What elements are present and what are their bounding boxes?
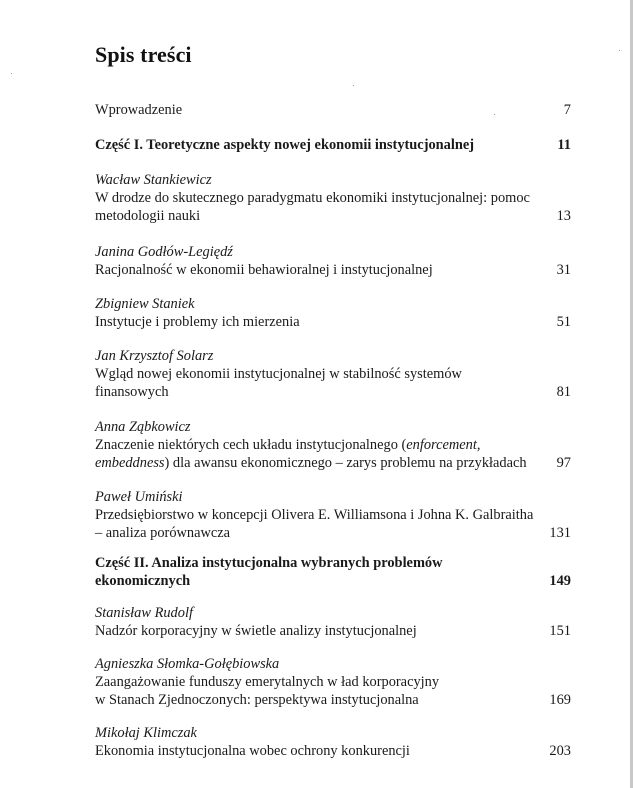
chapter-author: Wacław Stankiewicz [95,172,212,188]
page-title: Spis treści [95,42,192,67]
entry-title: Wprowadzenie [95,102,183,118]
chapter-author: Zbigniew Staniek [95,296,195,312]
toc-entry-chapter[interactable] [95,488,571,542]
chapter-author: Jan Krzysztof Solarz [95,348,214,364]
entry-title-line: Instytucje i problemy ich mierzenia [95,314,300,330]
entry-title-line: Przedsiębiorstwo w koncepcji Olivera E. Williamsona i Johna K. Galbraitha [95,507,534,523]
title-emphasis: embeddness [95,455,165,471]
toc-entry-chapter[interactable] [95,347,571,401]
toc-entry-chapter[interactable] [95,655,571,709]
entry-title-line: – analiza porównawcza [95,525,231,541]
page-number: 203 [549,743,571,759]
toc-entry-part-2[interactable] [95,554,571,590]
page-number: 11 [557,137,571,153]
chapter-author: Anna Ząbkowicz [95,419,191,435]
scan-speck [11,73,12,74]
page-number: 51 [556,314,571,330]
title-text: ) dla awansu ekonomicznego – zarys problemu na przykładach [164,455,527,471]
entry-title-line: Ekonomia instytucjonalna wobec ochrony konkurencji [95,743,410,759]
scan-speck [353,85,354,86]
title-text: , [476,437,481,453]
part-title-line: ekonomicznych [95,573,191,589]
entry-title-line [95,454,533,472]
chapter-author: Agnieszka Słomka-Gołębiowska [95,656,280,672]
toc-entry-part-1[interactable] [95,136,571,154]
chapter-author: Stanisław Rudolf [95,605,193,621]
entry-title-line: Zaangażowanie funduszy emerytalnych w ład korporacyjny [95,674,440,690]
toc-entry-chapter[interactable] [95,243,571,279]
entry-title-line: finansowych [95,384,169,400]
entry-title-line: Wgląd nowej ekonomii instytucjonalnej w stabilność systemów [95,366,462,382]
page-number: 149 [549,573,571,589]
part-title: Część I. Teoretyczne aspekty nowej ekonomii instytucjonalnej [95,137,475,153]
toc-entry-intro[interactable] [95,101,571,119]
chapter-author: Paweł Umiński [95,489,183,505]
page-number: 131 [549,525,571,541]
page-number: 13 [556,208,571,224]
title-text: Znaczenie niektórych cech układu instytucjonalnego ( [95,437,407,453]
title-emphasis: enforcement [406,437,477,453]
page-number: 81 [556,384,571,400]
part-title-line: Część II. Analiza instytucjonalna wybranych problemów [95,555,443,571]
toc-entry-chapter[interactable] [95,604,571,640]
toc-entry-chapter[interactable] [95,418,571,472]
page-number: 151 [549,623,571,639]
toc-entry-chapter[interactable] [95,724,571,760]
page-number: 169 [549,692,571,708]
entry-title-line: W drodze do skutecznego paradygmatu ekonomiki instytucjonalnej: pomoc [95,190,530,206]
chapter-author: Janina Godłów-Legiędź [95,244,233,260]
toc-entry-chapter[interactable] [95,171,571,225]
entry-title-line [95,436,571,454]
page-number: 97 [556,455,571,471]
entry-title-line: metodologii nauki [95,208,201,224]
entry-title-line: Racjonalność w ekonomii behawioralnej i instytucjonalnej [95,262,433,278]
scan-speck [619,50,620,51]
entry-title-line: w Stanach Zjednoczonych: perspektywa instytucjonalna [95,692,419,708]
chapter-author: Mikołaj Klimczak [95,725,197,741]
toc-entry-chapter[interactable] [95,295,571,331]
entry-title-line: Nadzór korporacyjny w świetle analizy instytucjonalnej [95,623,417,639]
page-number: 31 [556,262,571,278]
page-number: 7 [563,102,571,118]
